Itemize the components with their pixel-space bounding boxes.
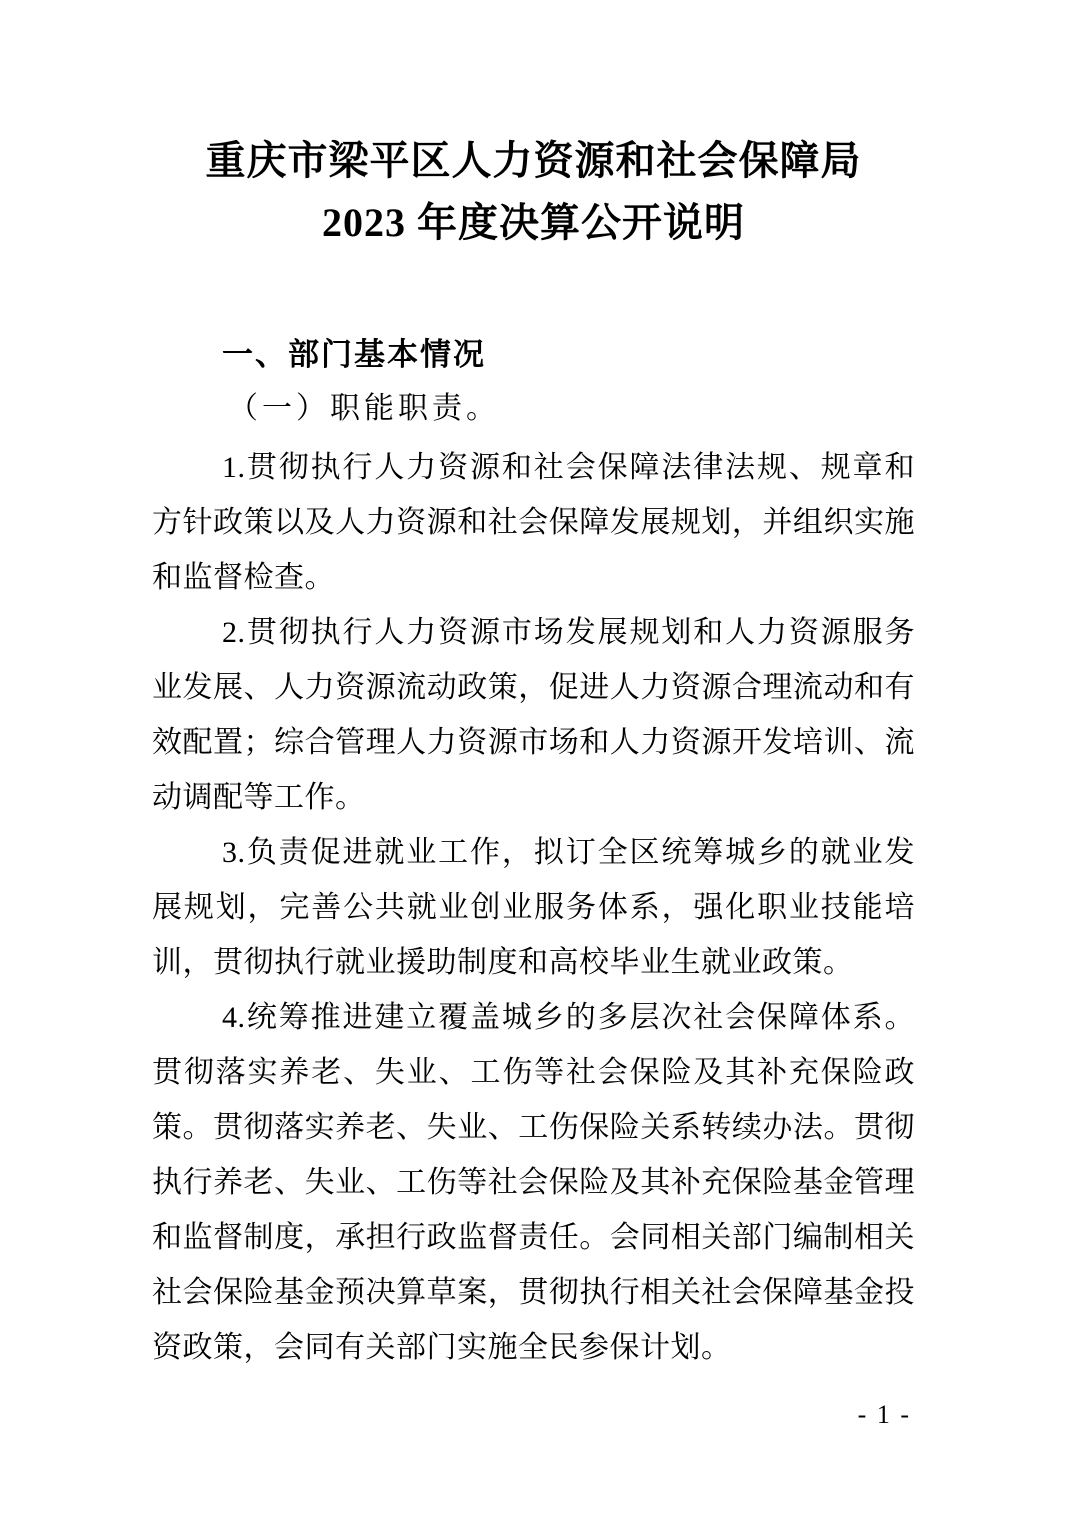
- paragraph-duty-3: 3.负责促进就业工作，拟订全区统筹城乡的就业发展规划，完善公共就业创业服务体系，强化职业技能培训，贯彻执行就业援助制度和高校毕业生就业政策。: [152, 836, 915, 979]
- paragraph-duty-2: 2.贯彻执行人力资源市场发展规划和人力资源服务业发展、人力资源流动政策，促进人力资源合理流动和有效配置；综合管理人力资源市场和人力资源开发培训、流动调配等工作。: [152, 616, 915, 814]
- document-title-line-1: 重庆市梁平区人力资源和社会保障局: [205, 138, 862, 183]
- subsection-heading-duties: （一）职能职责。: [228, 392, 500, 425]
- page-number: - 1 -: [857, 1400, 911, 1429]
- document-title: [152, 0, 915, 254]
- section-heading-basic-info: 一、部门基本情况: [222, 337, 486, 372]
- document-title-line-2: 2023 年度决算公开说明: [322, 200, 745, 245]
- document-body: [152, 440, 915, 1375]
- paragraph-duty-1: 1.贯彻执行人力资源和社会保障法律法规、规章和方针政策以及人力资源和社会保障发展规划，并组织实施和监督检查。: [152, 451, 915, 594]
- paragraph-duty-4: 4.统筹推进建立覆盖城乡的多层次社会保障体系。贯彻落实养老、失业、工伤等社会保险及其补充保险政策。贯彻落实养老、失业、工伤保险关系转续办法。贯彻执行养老、失业、工伤等社会保险及其补充保险基金管理和监督制度，承担行政监督责任。会同相关部门编制相关社会保险基金预决算草案，贯彻执行相关社会保障基金投资政策，会同有关部门实施全民参保计划。: [152, 1001, 915, 1364]
